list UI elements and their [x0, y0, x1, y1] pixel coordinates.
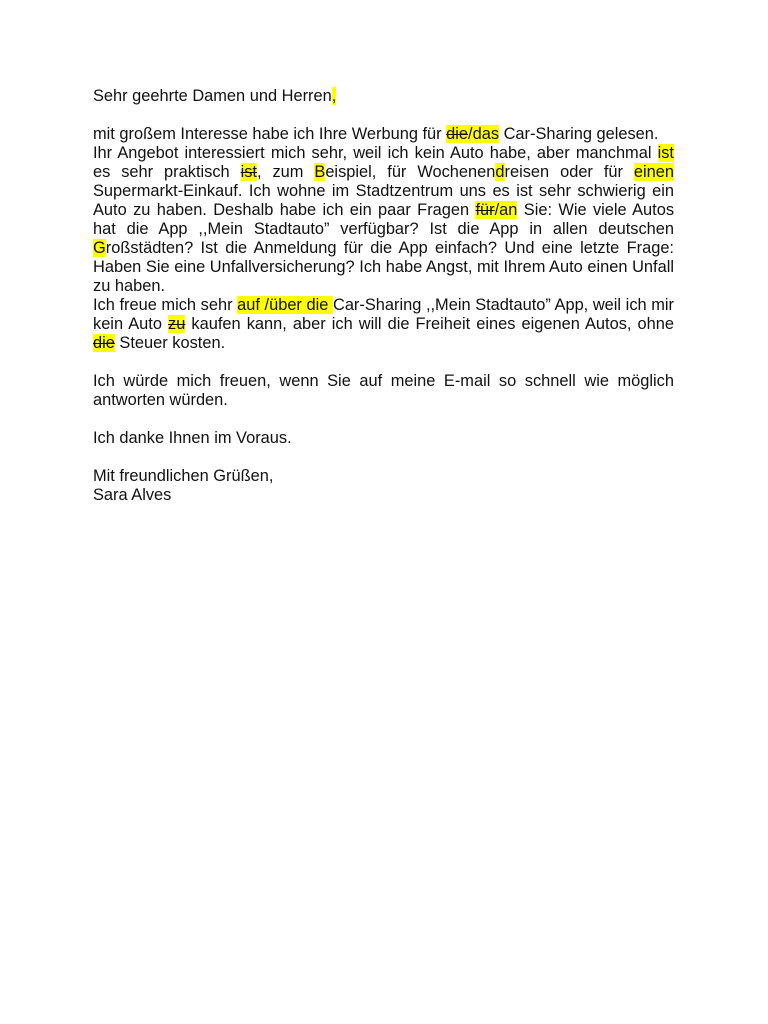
- signature: Sara Alves: [93, 486, 172, 504]
- paragraph-request: Ich würde mich freuen, wenn Sie auf meine E-mail so schnell wie möglich antworten würden.: [93, 372, 674, 409]
- paragraph-thanks: Ich danke Ihnen im Voraus.: [93, 429, 292, 447]
- strikethrough-text: für: [475, 201, 495, 219]
- highlight-comma: ,: [331, 87, 337, 105]
- highlight-correction: einen: [633, 163, 674, 181]
- highlight-correction: die/das: [446, 125, 500, 143]
- paragraph-gap: [93, 410, 674, 429]
- letter-body: [93, 87, 674, 505]
- closing: Mit freundlichen Grüßen,: [93, 467, 274, 485]
- paragraph-app: Ich freue mich sehr auf /über die Car-Sharing ,,Mein Stadtauto” App, weil ich mir kein Auto zu kaufen kann, aber ich will die Freiheit eines eigenen Autos, ohne die Steuer kosten.: [93, 296, 674, 352]
- strikethrough-text: zu: [168, 315, 186, 333]
- highlight-correction: [241, 163, 257, 181]
- salutation-text: Sehr geehrte Damen und Herren: [93, 87, 332, 105]
- paragraph-intro: mit großem Interesse habe ich Ihre Werbung für die/das Car-Sharing gelesen.: [93, 125, 659, 143]
- paragraph-gap: [93, 106, 674, 125]
- salutation: [93, 87, 674, 106]
- highlight-correction: [168, 315, 185, 333]
- paragraph-questions: Ihr Angebot interessiert mich sehr, weil ich kein Auto habe, aber manchmal ist es sehr praktisch ist, zum Beispiel, für Wochenendreisen oder für einen Supermarkt-Einkauf. Ich wohne im Stadtzentrum uns es ist sehr schwierig ein Auto zu haben. Deshalb habe ich ein paar Fragen für/an Sie: Wie viele Autos hat die App ,,Mein Stadtauto” verfügbar? Ist die App in allen deutschen Großstädten? Ist die Anmeldung für die App einfach? Und eine letzte Frage: Haben Sie eine Unfallversicherung? Ich habe Angst, mit Ihrem Auto einen Unfall zu haben.: [93, 144, 675, 295]
- paragraph-gap: [93, 353, 674, 372]
- highlight-correction: ist: [657, 144, 674, 162]
- highlight-correction: auf /über die: [237, 296, 333, 314]
- strikethrough-text: die: [446, 125, 469, 143]
- highlight-correction: d: [495, 163, 505, 181]
- paragraph-gap: [93, 448, 674, 467]
- highlight-correction: für/an: [475, 201, 518, 219]
- highlight-correction: G: [93, 239, 106, 257]
- strikethrough-text: ist: [240, 163, 257, 181]
- strikethrough-text: die: [93, 334, 115, 352]
- highlight-correction: [93, 334, 115, 352]
- highlight-correction: B: [314, 163, 326, 181]
